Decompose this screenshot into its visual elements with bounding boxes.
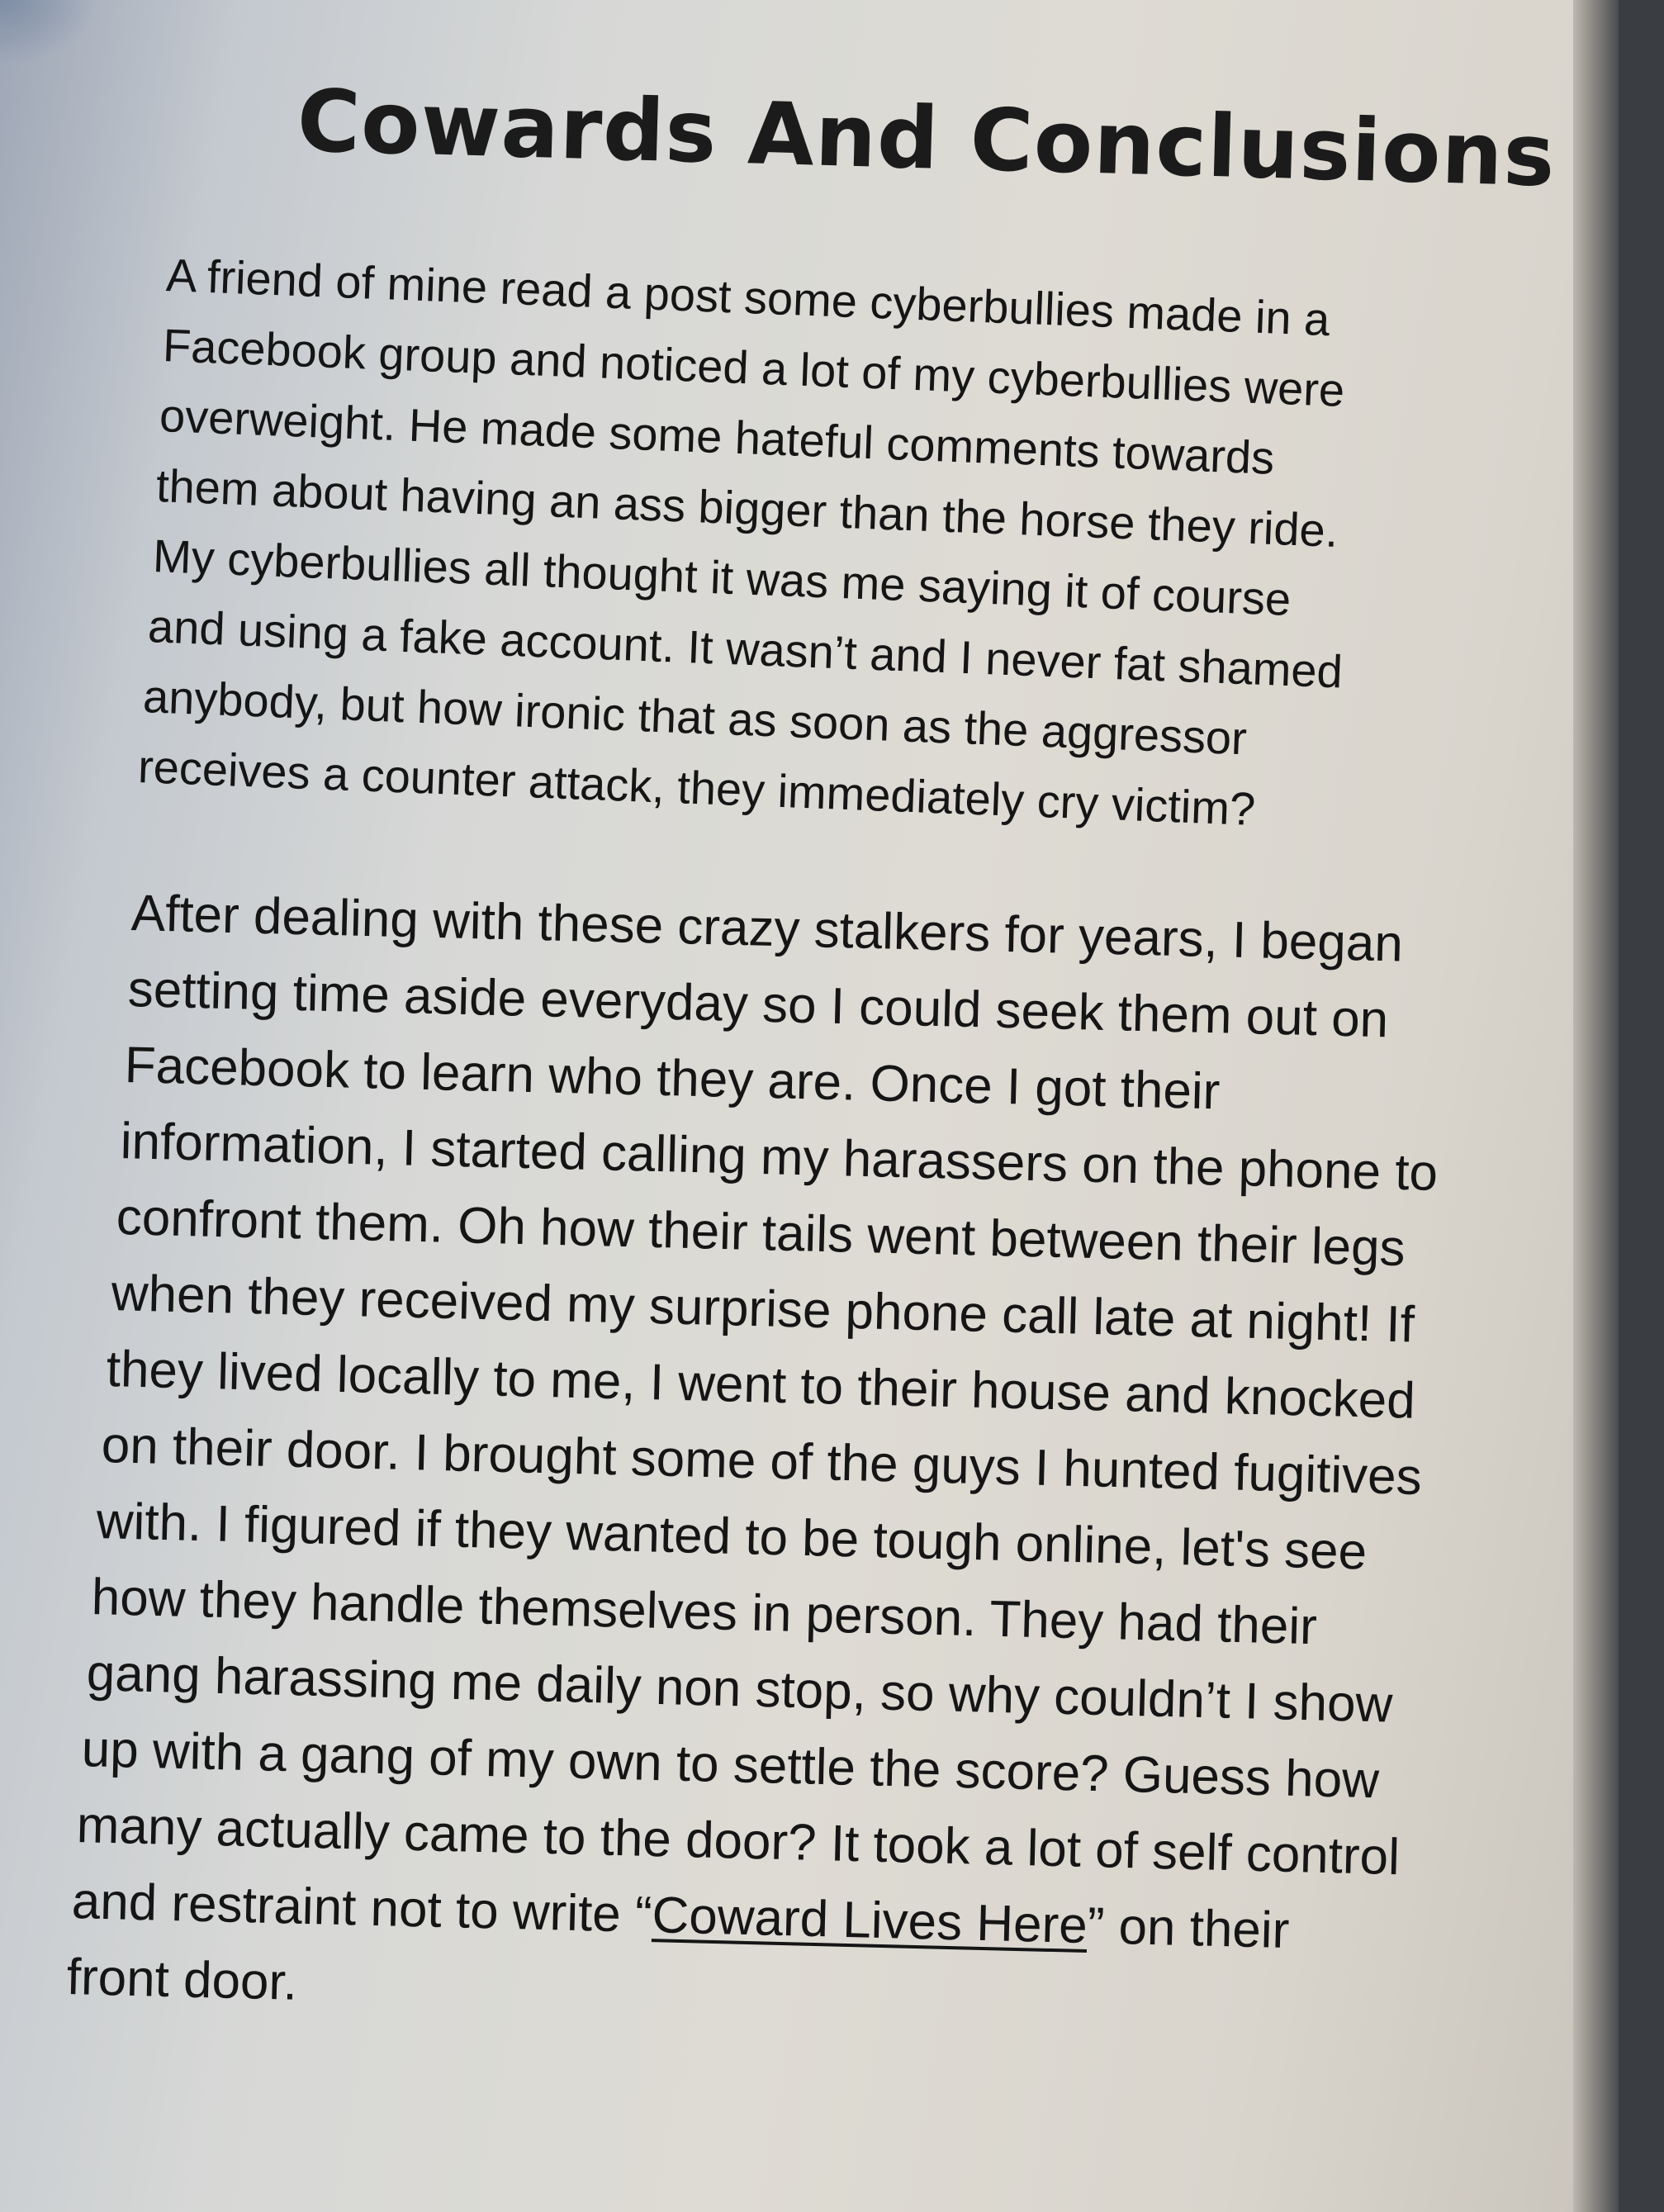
text-line — [71, 1872, 1290, 1960]
text-line: confront them. Oh how their tails went between their legs — [116, 1189, 1406, 1278]
text-line: gang harassing me daily non stop, so why couldn’t I show — [86, 1645, 1394, 1734]
text-line: setting time aside everyday so I could seek them out on — [127, 961, 1389, 1049]
underlined-phrase: Coward Lives Here — [651, 1887, 1088, 1955]
text-line: anybody, but how ironic that as soon as the aggressor — [142, 670, 1249, 765]
text-line: After dealing with these crazy stalkers for years, I began — [130, 885, 1404, 973]
text-line: Facebook group and noticed a lot of my cyberbullies were — [162, 319, 1346, 416]
text-line: Facebook to learn who they are. Once I got their — [124, 1037, 1221, 1121]
page-edge — [1573, 0, 1619, 2212]
text-segment: ” on their — [1086, 1897, 1291, 1960]
text-line: My cyberbullies all thought it was me saying it of course — [152, 529, 1292, 625]
chapter-title: Cowards And Conclusions — [296, 70, 1557, 206]
text-line: overweight. He made some hateful comments towards — [159, 389, 1276, 484]
text-line: many actually came to the door? It took a lot of self control — [76, 1797, 1401, 1887]
text-line: them about having an ass bigger than the horse they ride. — [155, 459, 1339, 557]
text-segment: and restraint not to write “ — [71, 1873, 653, 1944]
text-line: up with a gang of my own to settle the score? Guess how — [81, 1721, 1380, 1810]
text-line: on their door. I brought some of the guys I hunted fugitives — [101, 1417, 1423, 1507]
text-line: information, I started calling my harassers on the phone to — [120, 1113, 1439, 1202]
text-line: and using a fake account. It wasn’t and I never fat shamed — [147, 600, 1344, 698]
text-line: receives a counter attack, they immediately cry victim? — [137, 740, 1257, 835]
text-line: they lived locally to me, I went to their house and knocked — [106, 1341, 1416, 1430]
text-line: with. I figured if they wanted to be tough online, let's see — [96, 1493, 1368, 1581]
text-line: A friend of mine read a post some cyberbullies made in a — [165, 249, 1331, 346]
text-line: front door. — [66, 1949, 298, 2011]
text-line: how they handle themselves in person. They had their — [91, 1569, 1318, 1656]
text-line: when they received my surprise phone call late at night! If — [111, 1265, 1415, 1354]
